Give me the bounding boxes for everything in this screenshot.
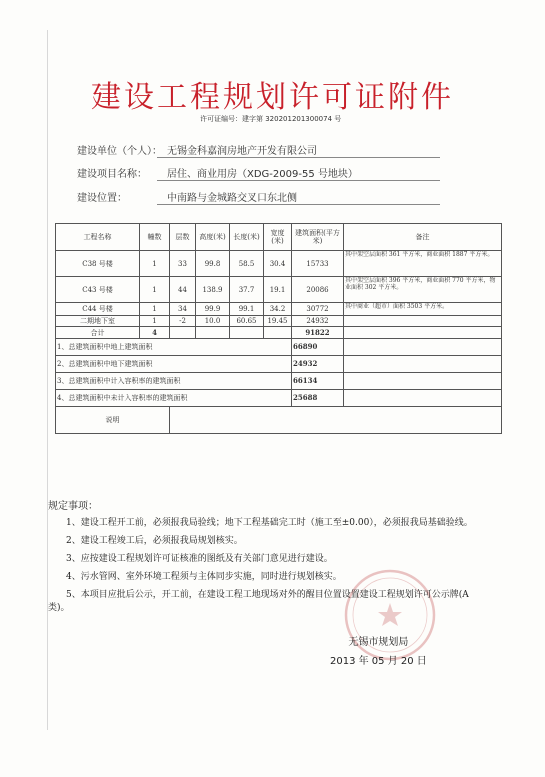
summary-row xyxy=(56,339,502,356)
table-row xyxy=(56,303,502,316)
header-cell: 备注 xyxy=(344,224,502,251)
cell-note: 其中架空层面积 396 平方米，商业面积 770 平方米，物业面积 302 平方米。 xyxy=(344,277,502,303)
info-applicant xyxy=(77,142,317,157)
cell-count: 1 xyxy=(140,277,170,303)
table-row xyxy=(56,251,502,277)
signature-block xyxy=(330,633,427,671)
cell-width: 19.45 xyxy=(264,316,292,327)
issuing-authority: 无锡市规划局 xyxy=(348,637,409,648)
cell-name: C43 号楼 xyxy=(56,277,140,303)
cell-note xyxy=(344,316,502,327)
cell-empty xyxy=(264,327,292,339)
remark-content xyxy=(170,407,502,434)
summary-value: 24932 xyxy=(292,356,344,373)
cell-floors: -2 xyxy=(170,316,196,327)
header-cell: 工程名称 xyxy=(56,224,140,251)
cell-width: 34.2 xyxy=(264,303,292,316)
info-label: 建设单位（个人）： xyxy=(77,146,162,157)
cell-height: 99.8 xyxy=(196,251,230,277)
cell-total-count: 4 xyxy=(140,327,170,339)
header-cell: 幢数 xyxy=(140,224,170,251)
cell-height: 99.9 xyxy=(196,303,230,316)
info-location xyxy=(77,189,297,204)
regulation-item: 3、应按建设工程规划许可证核准的图纸及有关部门意见进行建设。 xyxy=(66,554,333,564)
info-label: 建设项目名称： xyxy=(77,169,147,180)
summary-row xyxy=(56,373,502,390)
header-cell: 高度(米) xyxy=(196,224,230,251)
cell-total-area: 91822 xyxy=(292,327,344,339)
summary-label: 2、总建筑面积中地下建筑面积 xyxy=(56,356,292,373)
remark-row xyxy=(56,407,502,434)
info-value: 居住、商业用房（XDG-2009-55 号地块） xyxy=(167,169,358,180)
page-binding-line xyxy=(47,30,48,730)
construction-table xyxy=(55,223,502,434)
cell-empty xyxy=(230,327,264,339)
regulations-heading: 规定事项： xyxy=(48,501,98,512)
regulation-item: 1、建设工程开工前，必须报我局验线；地下工程基础完工时（施工至±0.00），必须报我局基础验线。 xyxy=(66,518,473,528)
cell-empty xyxy=(344,390,502,407)
cell-name: 二期地下室 xyxy=(56,316,140,327)
cell-count: 1 xyxy=(140,303,170,316)
regulation-item: 2、建设工程竣工后，必须报我局规划核实。 xyxy=(66,536,243,546)
info-underline xyxy=(157,180,440,181)
header-cell: 建筑面积(平方米) xyxy=(292,224,344,251)
summary-label: 3、总建筑面积中计入容积率的建筑面积 xyxy=(56,373,292,390)
header-cell: 长度(米) xyxy=(230,224,264,251)
cell-area: 30772 xyxy=(292,303,344,316)
summary-label: 1、总建筑面积中地上建筑面积 xyxy=(56,339,292,356)
table-header-row xyxy=(56,224,502,251)
cell-area: 24932 xyxy=(292,316,344,327)
cell-length: 37.7 xyxy=(230,277,264,303)
cell-floors: 34 xyxy=(170,303,196,316)
issue-date: 2013 年 05 月 20 日 xyxy=(330,656,427,667)
regulation-item: 5、本项目应批后公示，开工前，在建设工程工地现场对外的醒目位置设置建设工程规划许可公示牌(A 类)。 xyxy=(48,590,469,613)
info-value: 中南路与金城路交叉口东北侧 xyxy=(167,193,297,204)
summary-row xyxy=(56,356,502,373)
cell-total-label: 合计 xyxy=(56,327,140,339)
cell-empty xyxy=(344,327,502,339)
cell-empty xyxy=(170,327,196,339)
summary-value: 25688 xyxy=(292,390,344,407)
cell-empty xyxy=(196,327,230,339)
regulation-item: 4、污水管网、室外环境工程须与主体同步实施，同时进行规划核实。 xyxy=(66,572,342,582)
table-total-row xyxy=(56,327,502,339)
permit-number: 许可证编号：建字第 320201201300074 号 xyxy=(200,115,342,123)
cell-count: 1 xyxy=(140,251,170,277)
cell-empty xyxy=(344,339,502,356)
cell-width: 30.4 xyxy=(264,251,292,277)
summary-value: 66134 xyxy=(292,373,344,390)
cell-length: 58.5 xyxy=(230,251,264,277)
regulations-section xyxy=(48,497,488,620)
info-label: 建设位置： xyxy=(77,193,127,204)
cell-note: 其中架空层面积 361 平方米，商业面积 1887 平方米。 xyxy=(344,251,502,277)
cell-length: 60.65 xyxy=(230,316,264,327)
remark-label: 说明 xyxy=(56,407,170,434)
cell-area: 20086 xyxy=(292,277,344,303)
cell-length: 99.1 xyxy=(230,303,264,316)
page-title: 建设工程规划许可证附件 xyxy=(91,80,454,115)
cell-count: 1 xyxy=(140,316,170,327)
info-value: 无锡金科嘉润房地产开发有限公司 xyxy=(167,146,317,157)
cell-height: 10.0 xyxy=(196,316,230,327)
info-underline xyxy=(157,204,440,205)
header-cell: 宽度(米) xyxy=(264,224,292,251)
cell-name: C44 号楼 xyxy=(56,303,140,316)
cell-note: 其中商业（超市）面积 3503 平方米。 xyxy=(344,303,502,316)
cell-floors: 44 xyxy=(170,277,196,303)
summary-row xyxy=(56,390,502,407)
cell-empty xyxy=(344,356,502,373)
info-underline xyxy=(157,157,440,158)
info-project-name xyxy=(77,165,358,180)
table-row xyxy=(56,277,502,303)
cell-floors: 33 xyxy=(170,251,196,277)
summary-label: 4、总建筑面积中未计入容积率的建筑面积 xyxy=(56,390,292,407)
table-row xyxy=(56,316,502,327)
header-cell: 层数 xyxy=(170,224,196,251)
cell-empty xyxy=(344,373,502,390)
cell-height: 138.9 xyxy=(196,277,230,303)
cell-width: 19.1 xyxy=(264,277,292,303)
summary-value: 66890 xyxy=(292,339,344,356)
cell-name: C38 号楼 xyxy=(56,251,140,277)
cell-area: 15733 xyxy=(292,251,344,277)
